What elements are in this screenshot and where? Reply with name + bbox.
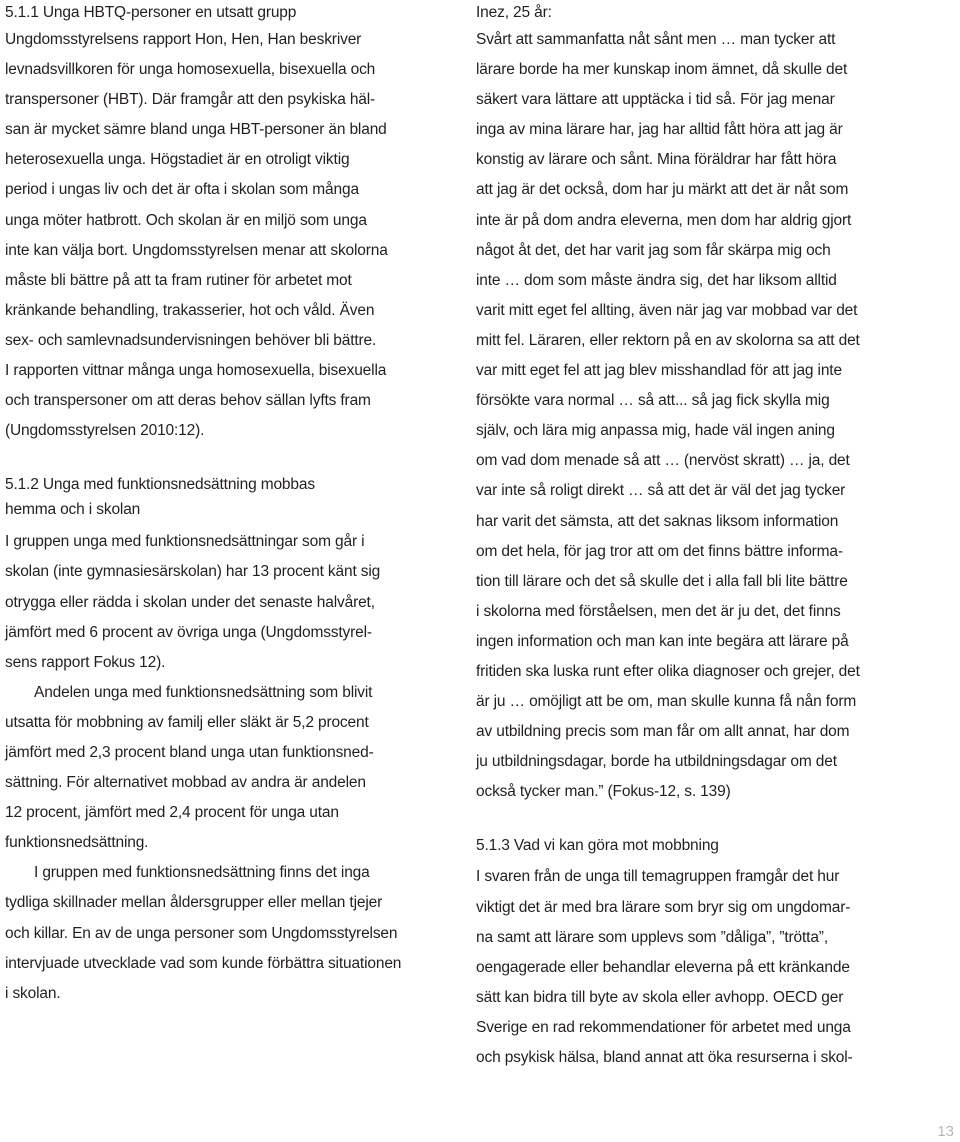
section-5-1-2-paragraph-3 <box>5 858 445 1008</box>
text-line: också tycker man.” (Fokus-12, s. 139) <box>476 783 731 801</box>
text-line: unga möter hatbrott. Och skolan är en miljö som unga <box>5 211 367 229</box>
text-line: hemma och i skolan <box>5 501 141 519</box>
text-line: viktigt det är med bra lärare som bryr sig om ungdomar- <box>476 898 851 916</box>
text-line: kränkande behandling, trakasserier, hot och våld. Även <box>5 301 375 319</box>
text-line: I rapporten vittnar många unga homosexuella, bisexuella <box>5 362 387 380</box>
text-line: tion till lärare och det så skulle det i alla fall bli lite bättre <box>476 572 848 590</box>
text-line: 5.1.2 Unga med funktionsnedsättning mobbas <box>5 476 315 494</box>
text-line: mitt fel. Läraren, eller rektorn på en av skolorna sa att det <box>476 331 860 349</box>
page-number: 13 <box>937 1123 954 1140</box>
text-line: ju utbildningsdagar, borde ha utbildningsdagar om det <box>476 753 837 771</box>
section-5-1-2-paragraph-1 <box>5 527 445 677</box>
text-line: utsatta för mobbning av familj eller släkt är 5,2 procent <box>5 713 369 731</box>
text-line: lärare borde ha mer kunskap inom ämnet, då skulle det <box>476 61 848 79</box>
text-line: inte är på dom andra eleverna, men dom har aldrig gjort <box>476 211 852 229</box>
right-column <box>476 0 936 1073</box>
text-line: och killar. En av de unga personer som Ungdomsstyrelsen <box>5 924 398 942</box>
text-line: 12 procent, jämfört med 2,4 procent för unga utan <box>5 804 339 822</box>
text-line: sens rapport Fokus 12). <box>5 653 166 671</box>
text-line: heterosexuella unga. Högstadiet är en otroligt viktig <box>5 151 350 169</box>
text-line: försökte vara normal … så att... så jag fick skylla mig <box>476 392 830 410</box>
text-line: I gruppen med funktionsnedsättning finns det inga <box>34 864 370 882</box>
section-5-1-1-body <box>5 25 445 446</box>
text-line: jämfört med 6 procent av övriga unga (Ungdomsstyrel- <box>5 623 372 641</box>
text-line: na samt att lärare som upplevs som ”dåliga”, ”trötta”, <box>476 928 828 946</box>
text-line: san är mycket sämre bland unga HBT-personer än bland <box>5 121 387 139</box>
text-line: något åt det, det har varit jag som får skärpa mig och <box>476 241 831 259</box>
text-line: levnadsvillkoren för unga homosexuella, bisexuella och <box>5 61 376 79</box>
text-line: om det hela, för jag tror att om det finns bättre informa- <box>476 542 843 560</box>
section-5-1-3-body <box>476 862 936 1073</box>
text-line: om vad dom menade så att … (nervöst skratt) … ja, det <box>476 452 850 470</box>
text-line: och transpersoner om att deras behov sällan lyfts fram <box>5 392 371 410</box>
text-line: intervjuade utvecklade vad som kunde förbättra situationen <box>5 954 402 972</box>
text-line: transpersoner (HBT). Där framgår att den psykiska häl- <box>5 91 376 109</box>
quote-speaker: Inez, 25 år: <box>476 4 552 21</box>
text-line: varit mitt eget fel allting, även när jag var mobbad var det <box>476 301 858 319</box>
text-line: konstig av lärare och sånt. Mina föräldrar har fått höra <box>476 151 837 169</box>
text-line: måste bli bättre på att ta fram rutiner för arbetet mot <box>5 271 352 289</box>
text-line: var mitt eget fel att jag blev misshandlad för att jag inte <box>476 362 842 380</box>
text-line: av utbildning precis som man får om allt annat, har dom <box>476 723 850 741</box>
text-line: I gruppen unga med funktionsnedsättningar som går i <box>5 533 365 551</box>
text-line: säkert vara lättare att upptäcka i tid så. För jag menar <box>476 91 835 109</box>
text-line: inga av mina lärare har, jag har alltid fått höra att jag är <box>476 121 843 139</box>
text-line: oengagerade eller behandlar eleverna på ett kränkande <box>476 958 850 976</box>
text-line: sätt kan bidra till byte av skola eller avhopp. OECD ger <box>476 988 844 1006</box>
text-line: är ju … omöjligt att be om, man skulle kunna få nån form <box>476 693 857 711</box>
text-line: har varit det sämsta, att det saknas liksom information <box>476 512 839 530</box>
text-line: själv, och lära mig anpassa mig, hade väl ingen aning <box>476 422 835 440</box>
text-line: funktionsnedsättning. <box>5 834 149 852</box>
text-line: ingen information och man kan inte begära att lärare på <box>476 632 849 650</box>
text-line: sättning. För alternativet mobbad av andra är andelen <box>5 774 366 792</box>
text-line: i skolorna med förståelsen, men det är ju det, det finns <box>476 602 841 620</box>
text-line: inte kan välja bort. Ungdomsstyrelsen menar att skolorna <box>5 241 388 259</box>
text-line: period i ungas liv och det är ofta i skolan som många <box>5 181 359 199</box>
text-line: I svaren från de unga till temagruppen framgår det hur <box>476 868 840 886</box>
text-line: Svårt att sammanfatta nåt sånt men … man tycker att <box>476 31 836 48</box>
text-line: Sverige en rad rekommendationer för arbetet med unga <box>476 1018 851 1036</box>
text-line: tydliga skillnader mellan åldersgrupper eller mellan tjejer <box>5 894 383 912</box>
text-line: jämfört med 2,3 procent bland unga utan funktionsned- <box>5 743 374 761</box>
text-line: inte … dom som måste ändra sig, det har liksom alltid <box>476 271 837 289</box>
left-column <box>5 0 445 1009</box>
section-heading-5-1-3: 5.1.3 Vad vi kan göra mot mobbning <box>476 837 719 855</box>
text-line: fritiden ska luska runt efter olika diagnoser och grejer, det <box>476 662 860 680</box>
text-line: i skolan. <box>5 984 61 1002</box>
text-line: att jag är det också, dom har ju märkt att det är nåt som <box>476 181 849 199</box>
text-line: skolan (inte gymnasiesärskolan) har 13 procent känt sig <box>5 563 381 581</box>
text-line: (Ungdomsstyrelsen 2010:12). <box>5 422 205 440</box>
section-5-1-2-paragraph-2 <box>5 678 445 859</box>
text-line: Ungdomsstyrelsens rapport Hon, Hen, Han beskriver <box>5 31 362 48</box>
section-heading-5-1-1: 5.1.1 Unga HBTQ-personer en utsatt grupp <box>5 4 297 21</box>
text-line: Andelen unga med funktionsnedsättning som blivit <box>34 683 373 701</box>
text-line: sex- och samlevnadsundervisningen behöver bli bättre. <box>5 331 377 349</box>
text-line: var inte så roligt direkt … så att det är väl det jag tycker <box>476 482 846 500</box>
text-line: otrygga eller rädda i skolan under det senaste halvåret, <box>5 593 375 611</box>
section-heading-5-1-2 <box>5 472 445 522</box>
interview-quote <box>476 25 936 807</box>
text-line: och psykisk hälsa, bland annat att öka resurserna i skol- <box>476 1049 853 1066</box>
